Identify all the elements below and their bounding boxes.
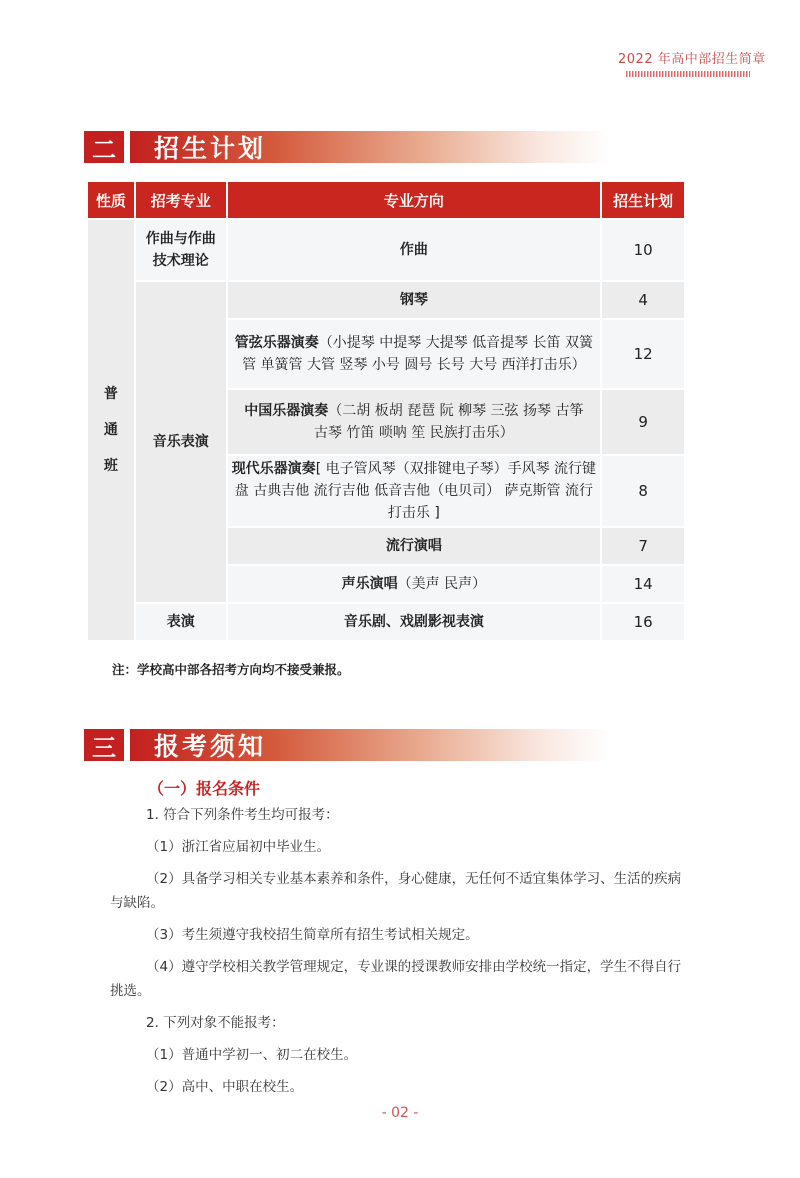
quota-cell: 8 xyxy=(602,456,684,526)
section-number: 三 xyxy=(84,729,124,761)
quota-cell: 12 xyxy=(602,320,684,388)
table-row xyxy=(88,604,684,640)
direction-cell: 钢琴 xyxy=(228,282,601,318)
header-direction: 专业方向 xyxy=(228,182,601,218)
condition-sub-item: （2）高中、中职在校生。 xyxy=(146,1079,304,1095)
header-major: 招考专业 xyxy=(136,182,226,218)
page-header-title: 2022 年高中部招生简章 xyxy=(618,52,766,67)
header-nature: 性质 xyxy=(88,182,134,218)
table-row xyxy=(88,282,684,318)
direction-cell: 现代乐器演奏[ 电子管风琴（双排键电子琴）手风琴 流行键盘 古典吉他 流行吉他 低音吉他（电贝司） 萨克斯管 流行打击乐 ] xyxy=(228,456,601,526)
condition-sub-item: （4）遵守学校相关教学管理规定，专业课的授课教师安排由学校统一指定，学生不得自行挑选。 xyxy=(110,959,682,999)
quota-cell: 9 xyxy=(602,390,684,454)
condition-sub-item: （1）普通中学初一、初二在校生。 xyxy=(146,1047,358,1063)
page-number: - 02 - xyxy=(381,1105,419,1121)
direction-cell: 中国乐器演奏（二胡 板胡 琵琶 阮 柳琴 三弦 扬琴 古筝 古琴 竹笛 唢呐 笙 民族打击乐） xyxy=(228,390,601,454)
condition-sub-item: （1）浙江省应届初中毕业生。 xyxy=(146,839,331,855)
section-title: 报考须知 xyxy=(130,729,610,761)
table-row xyxy=(88,220,684,280)
section-title: 招生计划 xyxy=(130,131,610,163)
condition-sub-item: （3）考生须遵守我校招生简章所有招生考试相关规定。 xyxy=(146,927,479,943)
section-number: 二 xyxy=(84,131,124,163)
section-banner-notice xyxy=(84,729,610,761)
direction-cell: 作曲 xyxy=(228,220,601,280)
header-decorative-rule xyxy=(626,71,750,77)
quota-cell: 7 xyxy=(602,528,684,564)
condition-sub-item: （2）具备学习相关专业基本素养和条件，身心健康，无任何不适宜集体学习、生活的疾病与缺陷。 xyxy=(110,871,682,911)
conditions-block xyxy=(110,803,690,1099)
condition-item-1: 1. 符合下列条件考生均可报考： xyxy=(146,807,339,823)
subsection-title: （一）报名条件 xyxy=(148,779,261,798)
major-cell: 音乐表演 xyxy=(136,282,226,602)
direction-cell: 管弦乐器演奏（小提琴 中提琴 大提琴 低音提琴 长笛 双簧管 单簧管 大管 竖琴 小号 圆号 长号 大号 西洋打击乐） xyxy=(228,320,601,388)
condition-item-2: 2. 下列对象不能报考： xyxy=(146,1015,285,1031)
quota-cell: 10 xyxy=(602,220,684,280)
header-quota: 招生计划 xyxy=(602,182,684,218)
nature-cell: 普 通 班 xyxy=(88,220,134,640)
major-cell: 作曲与作曲 技术理论 xyxy=(136,220,226,280)
table-header-row xyxy=(88,182,684,218)
direction-cell: 音乐剧、戏剧影视表演 xyxy=(228,604,601,640)
direction-cell: 声乐演唱（美声 民声） xyxy=(228,566,601,602)
quota-cell: 16 xyxy=(602,604,684,640)
quota-cell: 14 xyxy=(602,566,684,602)
direction-cell: 流行演唱 xyxy=(228,528,601,564)
major-cell: 表演 xyxy=(136,604,226,640)
enrollment-plan-table xyxy=(86,180,686,642)
table-note: 注：学校高中部各招考方向均不接受兼报。 xyxy=(112,662,350,677)
quota-cell: 4 xyxy=(602,282,684,318)
section-banner-plan xyxy=(84,131,610,163)
